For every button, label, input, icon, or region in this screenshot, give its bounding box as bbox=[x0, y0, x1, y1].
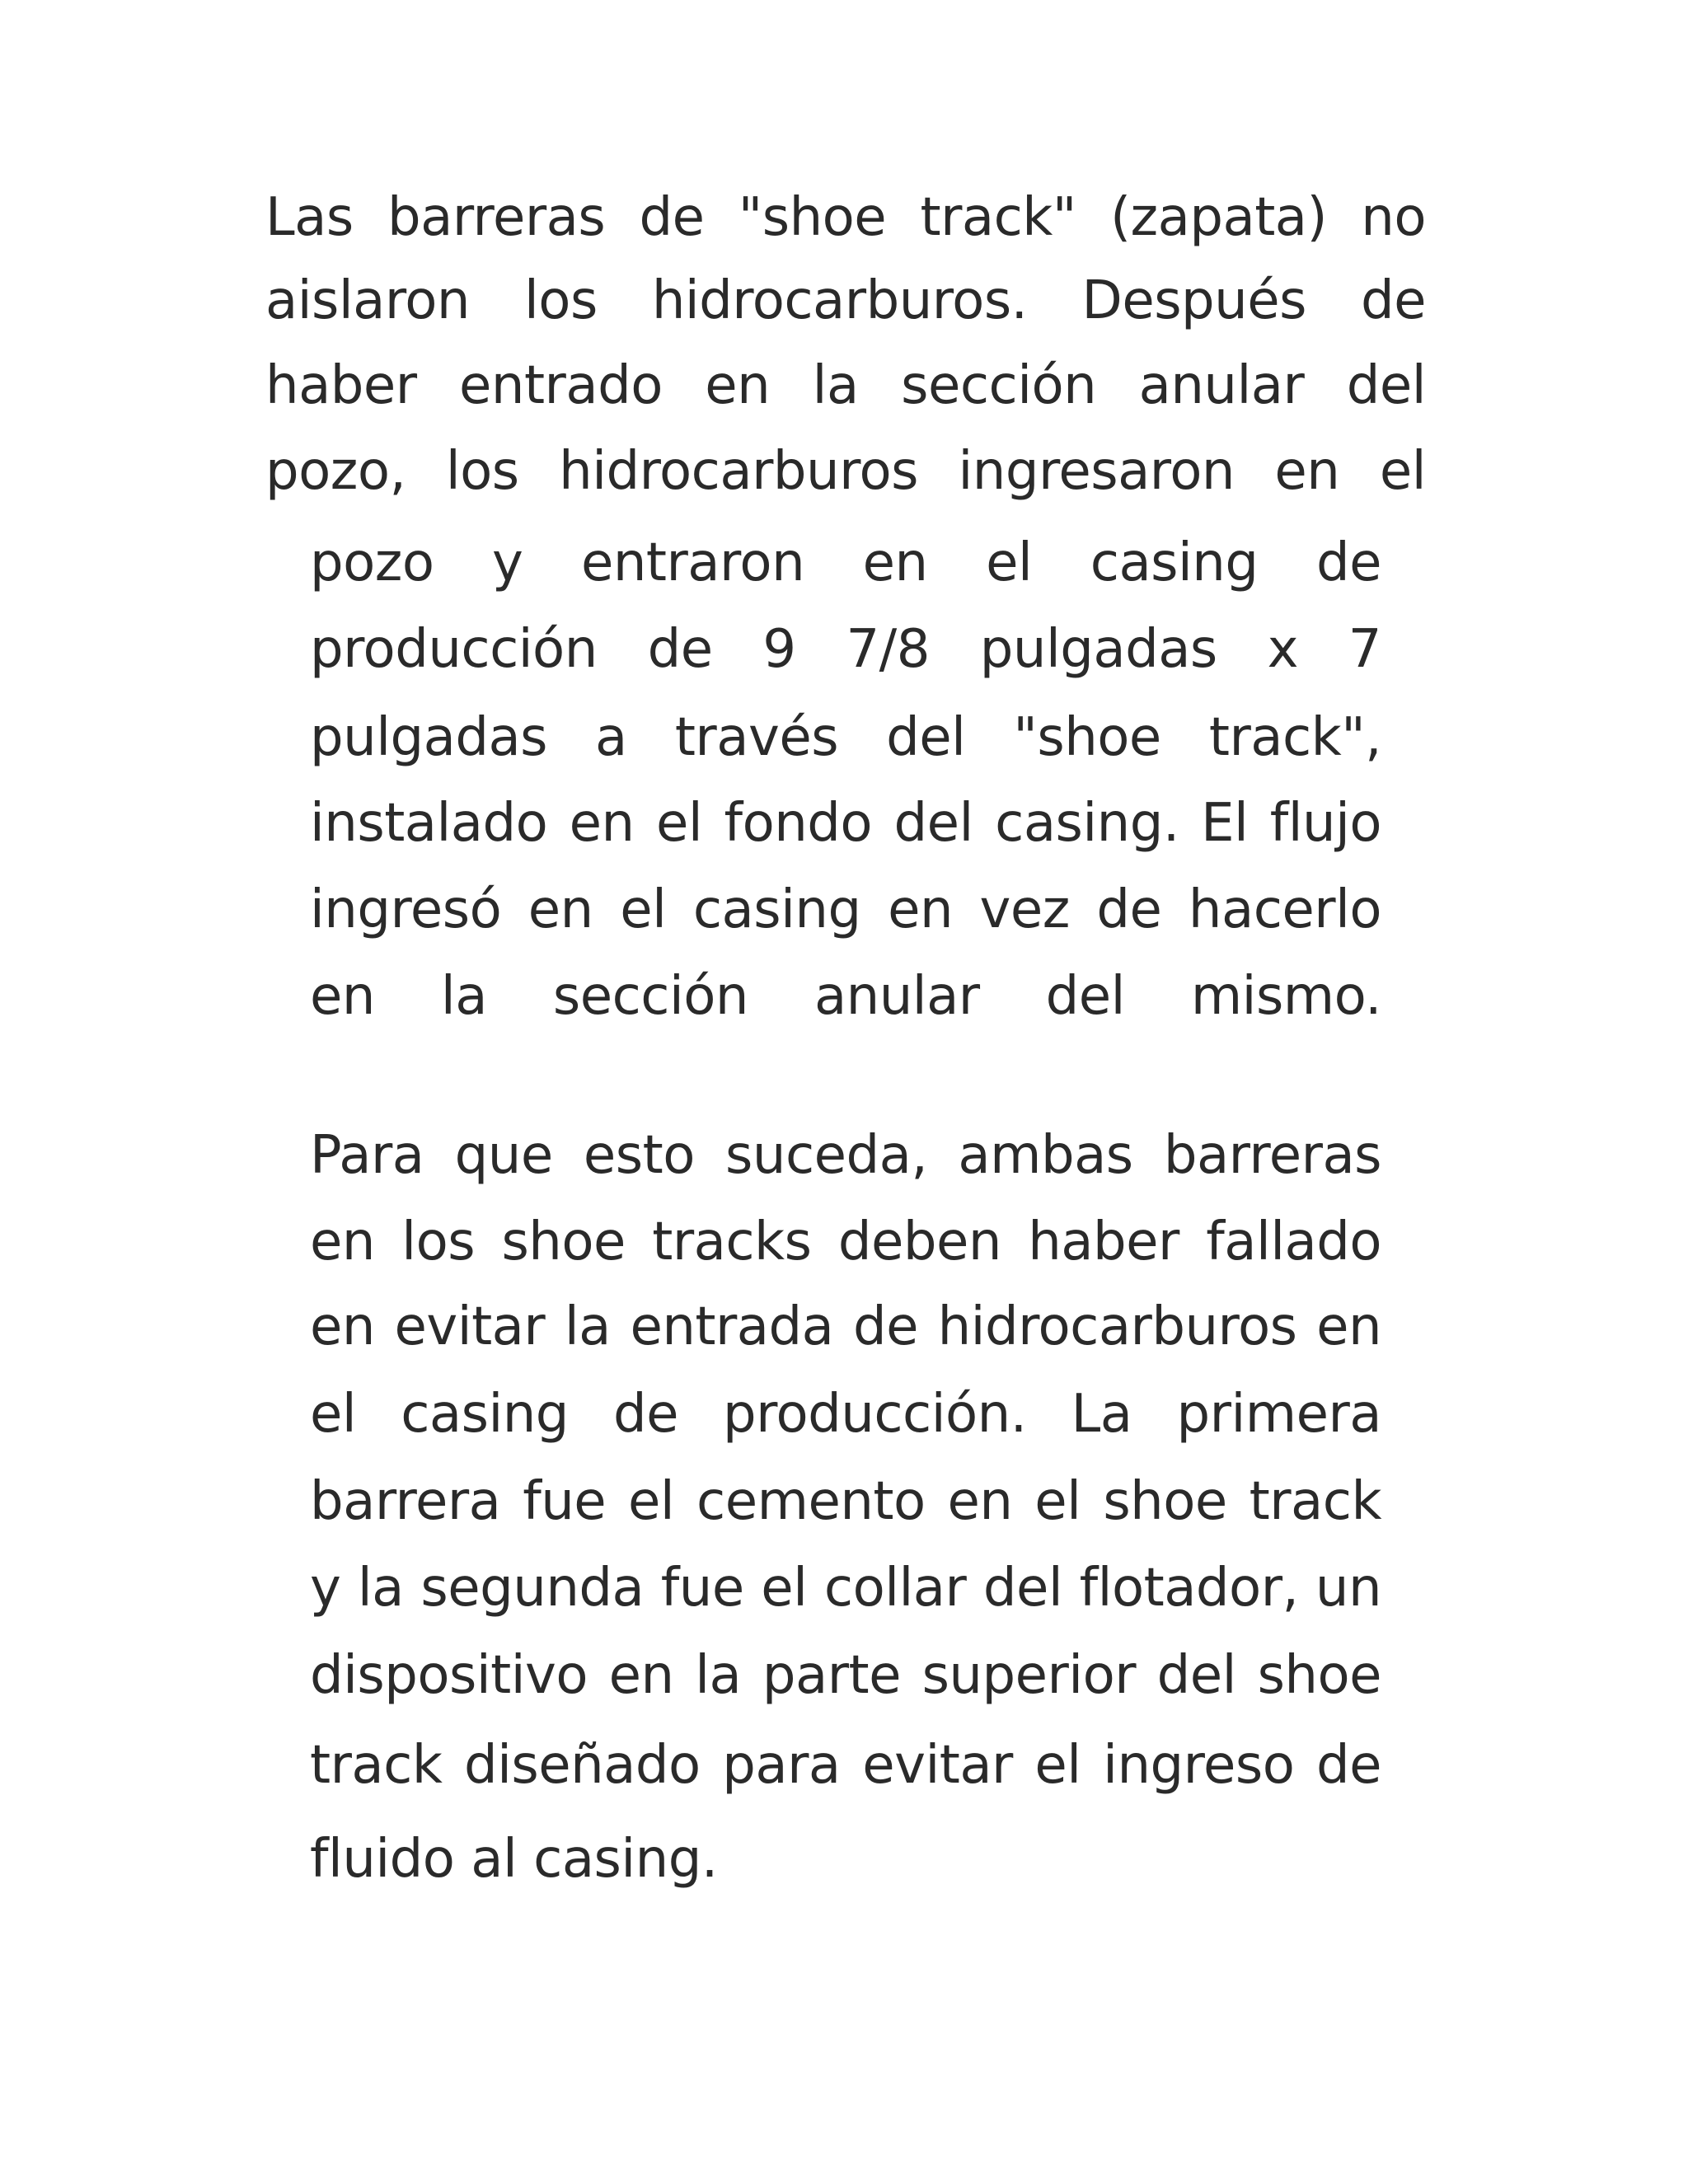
paragraph-3-line: en evitar la entrada de hidrocarburos en bbox=[310, 1296, 1381, 1357]
paragraph-3-line: dispositivo en la parte superior del shoe bbox=[310, 1645, 1381, 1706]
paragraph-1-line: haber entrado en la sección anular del bbox=[265, 355, 1426, 416]
paragraph-3-line: track diseñado para evitar el ingreso de bbox=[310, 1735, 1381, 1796]
paragraph-2-line: pozo y entraron en el casing de bbox=[310, 532, 1381, 593]
paragraph-2-line: en la sección anular del mismo. bbox=[310, 966, 1381, 1027]
paragraph-2-line: instalado en el fondo del casing. El flujo bbox=[310, 793, 1381, 854]
paragraph-1-line: aislaron los hidrocarburos. Después de bbox=[265, 270, 1426, 331]
paragraph-3-line: el casing de producción. La primera bbox=[310, 1384, 1381, 1445]
paragraph-3-line: en los shoe tracks deben haber fallado bbox=[310, 1212, 1381, 1272]
paragraph-3-line: Para que esto suceda, ambas barreras bbox=[310, 1125, 1381, 1186]
paragraph-2-line: producción de 9 7/8 pulgadas x 7 bbox=[310, 619, 1381, 680]
paragraph-1-line: pozo, los hidrocarburos ingresaron en el bbox=[265, 441, 1426, 502]
paragraph-2-line: ingresó en el casing en vez de hacerlo bbox=[310, 879, 1381, 940]
paragraph-2-line: pulgadas a través del "shoe track", bbox=[310, 707, 1381, 768]
paragraph-3-line: fluido al casing. bbox=[310, 1829, 718, 1890]
paragraph-1-line: Las barreras de "shoe track" (zapata) no bbox=[265, 187, 1426, 248]
paragraph-3-line: y la segunda fue el collar del flotador, un bbox=[310, 1558, 1381, 1619]
paragraph-3-line: barrera fue el cemento en el shoe track bbox=[310, 1471, 1381, 1532]
